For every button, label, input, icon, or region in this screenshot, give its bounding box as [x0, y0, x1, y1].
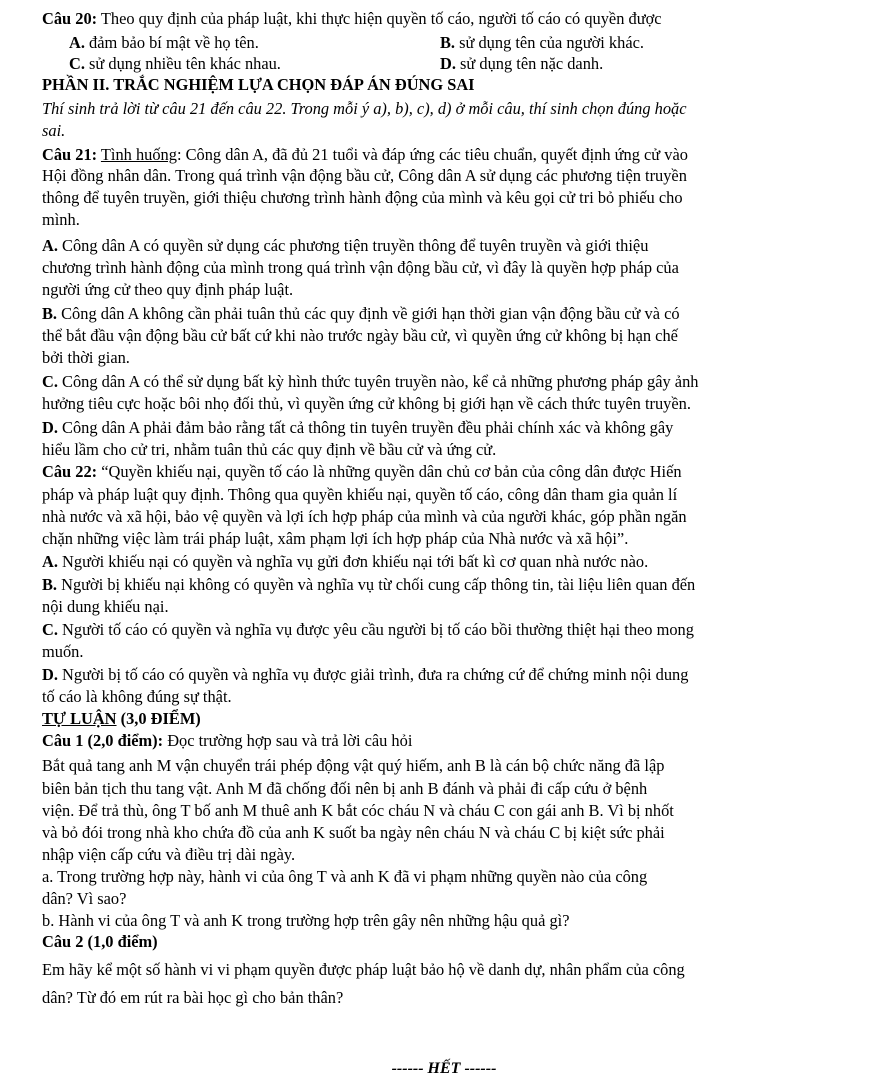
essay-q1-case-line-2: [42, 779, 647, 799]
essay-q2-line-2: [42, 988, 343, 1008]
option-key: C.: [69, 54, 85, 73]
case-text: và bỏ đói trong nhà kho chứa đồ của anh K suốt ba ngày nên cháu N và cháu C bị kiệt sức phải: [42, 823, 665, 842]
q22-statement-b: [42, 575, 695, 595]
q21-statement-d: [42, 418, 673, 438]
q22-statement-d-line-2: [42, 687, 232, 707]
question-text: dân? Vì sao?: [42, 889, 127, 908]
statement-text: muốn.: [42, 642, 84, 661]
question-text: a. Trong trường hợp này, hành vi của ông T và anh K đã vi phạm những quyền nào của công: [42, 867, 648, 886]
q22-label: Câu 22:: [42, 462, 98, 481]
case-text: viện. Để trả thù, ông T bố anh M thuê anh K bắt cóc cháu N và cháu C con gái anh B. Vì bị nhốt: [42, 801, 674, 820]
statement-text: Người khiếu nại có quyền và nghĩa vụ gửi đơn khiếu nại tới bất kì cơ quan nhà nước nào.: [57, 552, 649, 571]
q21-stem-line-4: [42, 210, 80, 230]
essay-q1-case-line-4: [42, 823, 665, 843]
q20-label: Câu 20:: [42, 9, 98, 28]
essay-q2-heading: [42, 932, 158, 952]
essay-q2-line-1: [42, 960, 685, 980]
q21-stem-text: : Công dân A, đã đủ 21 tuổi và đáp ứng các tiêu chuẩn, quyết định ứng cử vào: [176, 145, 688, 164]
q22-stem-text: nhà nước và xã hội, bảo vệ quyền và lợi ích hợp pháp của mình và của người khác, góp phần ngăn: [42, 507, 687, 526]
essay-heading-text: TỰ LUẬN: [42, 709, 117, 728]
essay-q1-heading: [42, 731, 412, 751]
essay-q1-case-line-5: [42, 845, 295, 865]
q22-stem-line-2: [42, 485, 677, 505]
part2-instruction-line-2: [42, 121, 65, 141]
statement-text: hiểu lầm cho cử tri, nhằm tuân thủ các quy định về bầu cử và ứng cử.: [42, 440, 497, 459]
statement-key: A.: [42, 552, 58, 571]
q21-statement-d-line-2: [42, 440, 496, 460]
statement-text: bởi thời gian.: [42, 348, 130, 367]
statement-text: Công dân A phải đảm bảo rằng tất cả thông tin tuyên truyền đều phải chính xác và không gây: [57, 418, 674, 437]
q21-situation-label: Tình huống: [100, 145, 177, 164]
statement-text: tố cáo là không đúng sự thật.: [42, 687, 232, 706]
statement-text: nội dung khiếu nại.: [42, 597, 169, 616]
statement-text: thể bắt đầu vận động bầu cử bất cứ khi nào trước ngày bầu cử, vì quyền ứng cử không bị hạn chế: [42, 326, 678, 345]
option-text: sử dụng nhiều tên khác nhau.: [84, 54, 281, 73]
q22-statement-c-line-2: [42, 642, 83, 662]
statement-text: Công dân A có thể sử dụng bất kỳ hình thức tuyên truyền nào, kể cả những phương pháp gây ảnh: [57, 372, 699, 391]
q22-stem-text: “Quyền khiếu nại, quyền tố cáo là những quyền dân chủ cơ bản của công dân được Hiến: [97, 462, 682, 481]
q21-statement-b-line-3: [42, 348, 130, 368]
statement-key: C.: [42, 620, 58, 639]
statement-key: B.: [42, 304, 58, 323]
option-text: sử dụng tên nặc danh.: [455, 54, 604, 73]
case-text: biên bản tịch thu tang vật. Anh M đã chống đối nên bị anh B đánh và phải đi cấp cứu ở bệnh: [42, 779, 648, 798]
q22-stem-line-3: [42, 507, 687, 527]
statement-text: người ứng cử theo quy định pháp luật.: [42, 280, 294, 299]
q22-statement-a: [42, 552, 648, 572]
q20-option-c: [69, 54, 281, 74]
statement-key: C.: [42, 372, 58, 391]
question-text: dân? Từ đó em rút ra bài học gì cho bản thân?: [42, 988, 344, 1007]
option-key: D.: [440, 54, 456, 73]
q21-stem-text: mình.: [42, 210, 80, 229]
statement-key: B.: [42, 575, 58, 594]
q22-stem-line-1: [42, 462, 682, 482]
q20-option-a: [69, 33, 259, 53]
q21-label: Câu 21:: [42, 145, 98, 164]
essay-q1-question-a-line-2: [42, 889, 126, 909]
q20-option-d: [440, 54, 603, 74]
q21-statement-c: [42, 372, 698, 392]
question-text: Em hãy kể một số hành vi vi phạm quyền được pháp luật bảo hộ về danh dự, nhân phẩm của công: [42, 960, 685, 979]
statement-key: A.: [42, 236, 58, 255]
case-text: nhập viện cấp cứu và điều trị dài ngày.: [42, 845, 296, 864]
q21-stem-text: thông để tuyên truyền, giới thiệu chương trình hành động của mình và kêu gọi cử tri bỏ phiếu cho: [42, 188, 683, 207]
q21-statement-b-line-2: [42, 326, 678, 346]
statement-text: Công dân A không cần phải tuân thủ các quy định về giới hạn thời gian vận động bầu cử và có: [57, 304, 680, 323]
option-key: A.: [69, 33, 85, 52]
q21-stem-line-2: [42, 166, 687, 186]
instruction-text: Thí sinh trả lời từ câu 21 đến câu 22. Trong mỗi ý a), b), c), d) ở mỗi câu, thí sinh chọn đúng hoặc: [42, 99, 687, 118]
case-text: Bắt quả tang anh M vận chuyển trái phép động vật quý hiếm, anh B là cán bộ chức năng đã lập: [42, 756, 665, 775]
q22-stem-text: pháp và pháp luật quy định. Thông qua quyền khiếu nại, quyền tố cáo, công dân tham gia quản lí: [42, 485, 678, 504]
q21-statement-c-line-2: [42, 394, 691, 414]
option-key: B.: [440, 33, 456, 52]
q21-stem-line-1: [42, 145, 688, 165]
essay-q1-intro: Đọc trường hợp sau và trả lời câu hỏi: [163, 731, 413, 750]
option-text: đảm bảo bí mật về họ tên.: [84, 33, 259, 52]
statement-key: D.: [42, 665, 58, 684]
statement-text: hưởng tiêu cực hoặc bôi nhọ đối thủ, vì quyền ứng cử không bị giới hạn về cách thức tuyên truyền.: [42, 394, 691, 413]
statement-key: D.: [42, 418, 58, 437]
statement-text: Người bị khiếu nại không có quyền và nghĩa vụ từ chối cung cấp thông tin, tài liệu liên quan đến: [57, 575, 696, 594]
essay-q1-label: Câu 1 (2,0 điểm):: [42, 731, 164, 750]
q21-statement-b: [42, 304, 680, 324]
q21-stem-text: Hội đồng nhân dân. Trong quá trình vận động bầu cử, Công dân A sử dụng các phương tiện truyền: [42, 166, 687, 185]
essay-q1-question-a: [42, 867, 647, 887]
q22-stem-text: chặn những việc làm trái pháp luật, xâm phạm lợi ích hợp pháp của Nhà nước và xã hội”.: [42, 529, 629, 548]
q20-stem: [42, 9, 662, 29]
end-marker: ------ HẾT ------: [391, 1060, 497, 1077]
part2-instruction-line-1: [42, 99, 687, 119]
part2-heading: [42, 75, 475, 95]
option-text: sử dụng tên của người khác.: [455, 33, 644, 52]
essay-q1-case-line-1: [42, 756, 664, 776]
q21-statement-a: [42, 236, 648, 256]
q22-stem-line-4: [42, 529, 628, 549]
part2-heading-text: PHẦN II. TRẮC NGHIỆM LỰA CHỌN ĐÁP ÁN ĐÚNG SAI: [42, 75, 475, 94]
instruction-text: sai.: [42, 121, 66, 140]
q20-option-b: [440, 33, 644, 53]
q22-statement-b-line-2: [42, 597, 169, 617]
q21-statement-a-line-3: [42, 280, 293, 300]
q21-stem-line-3: [42, 188, 683, 208]
essay-q1-question-b: [42, 911, 569, 931]
statement-text: Người bị tố cáo có quyền và nghĩa vụ được giải trình, đưa ra chứng cứ để chứng minh nội dung: [57, 665, 689, 684]
essay-q1-case-line-3: [42, 801, 674, 821]
statement-text: Công dân A có quyền sử dụng các phương tiện truyền thông để tuyên truyền và giới thiệu: [57, 236, 649, 255]
essay-heading-points: (3,0 ĐIỂM): [116, 709, 201, 728]
q20-stem-text: Theo quy định của pháp luật, khi thực hiện quyền tố cáo, người tố cáo có quyền được: [97, 9, 662, 28]
statement-text: Người tố cáo có quyền và nghĩa vụ được yêu cầu người bị tố cáo bồi thường thiệt hại theo mong: [57, 620, 694, 639]
q22-statement-d: [42, 665, 688, 685]
q21-statement-a-line-2: [42, 258, 679, 278]
question-text: b. Hành vi của ông T và anh K trong trường hợp trên gây nên những hậu quả gì?: [42, 911, 570, 930]
statement-text: chương trình hành động của mình trong quá trình vận động bầu cử, vì đây là quyền hợp pháp của: [42, 258, 679, 277]
essay-heading: [42, 709, 201, 729]
q22-statement-c: [42, 620, 694, 640]
essay-q2-label: Câu 2 (1,0 điểm): [42, 932, 158, 951]
